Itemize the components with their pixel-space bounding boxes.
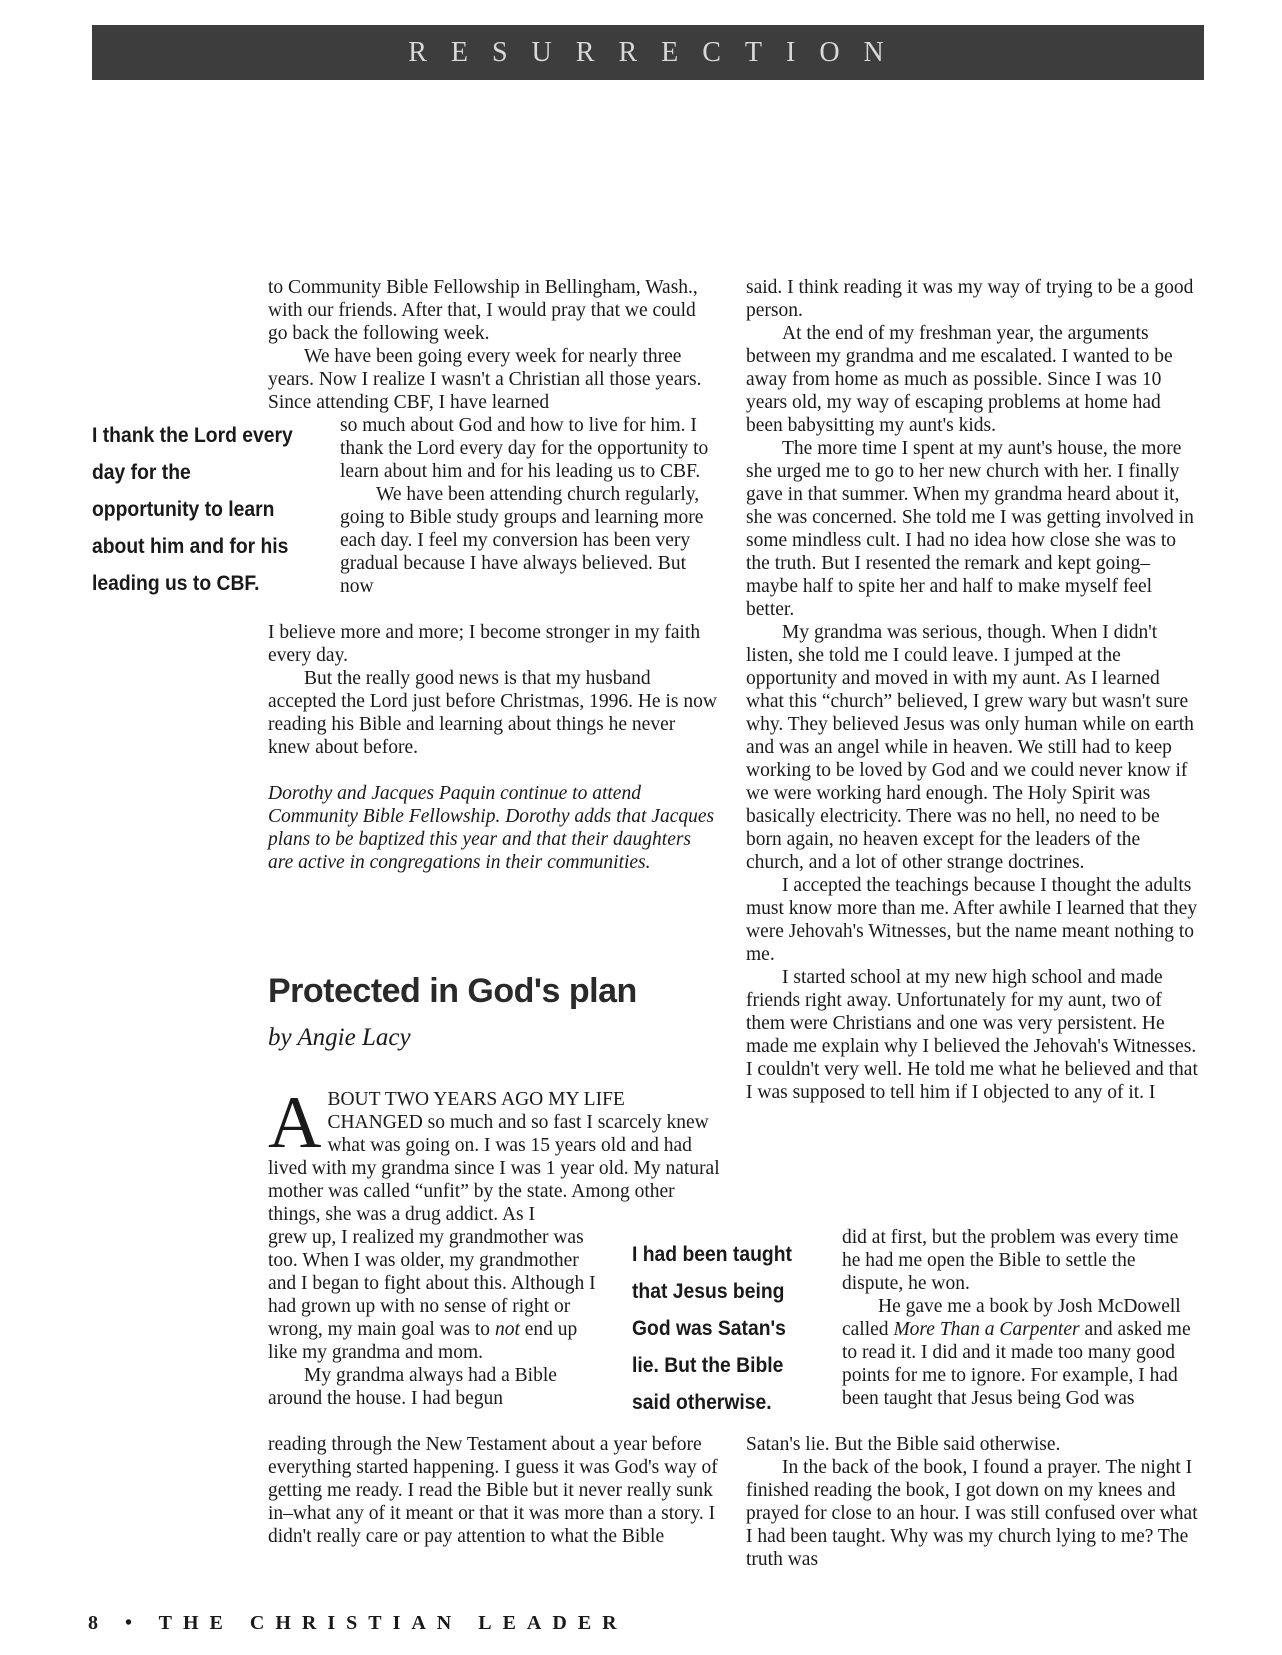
paragraph-text: BOUT TWO YEARS AGO MY LIFE CHANGED so much and so fast I scarcely knew what was going on. I was 15 years old and had lived with my grandma since I was 1 year old. My natural mother was called “unfit” by the state. Among other things, she was a drug addict. As I (268, 1089, 720, 1225)
byline: by Angie Lacy (268, 1024, 411, 1051)
paragraph (268, 1082, 720, 1226)
paragraph-text: grew up, I realized my grandmother was too. When I was older, my grandmother and I began to fight about this. Although I had grown up with no sense of right or wrong, my main goal was to (268, 1227, 596, 1340)
left-column-top (268, 276, 720, 414)
publication-name: THE CHRISTIAN LEADER (158, 1612, 628, 1634)
section-title: RESURRECTION (408, 36, 908, 68)
paragraph: In the back of the book, I found a prayer. The night I finished reading the book, I got down on my knees and prayed for close to an hour. I was still confused over what I had been taught. Why was my church lying to me? The truth was (746, 1457, 1198, 1570)
pull-quote-line: God was Satan's (632, 1317, 786, 1340)
article-title: Protected in God's plan (268, 972, 637, 1010)
paragraph: We have been going every week for nearly three years. Now I realize I wasn't a Christian all those years. Since attending CBF, I have learned (268, 346, 702, 413)
page-number: 8 (88, 1612, 109, 1634)
right-column-wrapped (842, 1226, 1198, 1410)
paragraph: said. I think reading it was my way of trying to be a good person. (746, 277, 1194, 321)
book-title: More Than a Carpenter (893, 1319, 1080, 1340)
paragraph: My grandma always had a Bible around the house. I had begun (268, 1365, 557, 1409)
pull-quote (632, 1236, 792, 1421)
pull-quote-line: about him and for his (92, 535, 289, 558)
pull-quote-line: opportunity to learn (92, 498, 275, 521)
pull-quote-line: said otherwise. (632, 1391, 772, 1414)
article-column-top (268, 1082, 720, 1226)
right-column-top (746, 276, 1200, 1104)
pull-quote-line: lie. But the Bible (632, 1354, 784, 1377)
paragraph (268, 1226, 608, 1364)
paragraph: to Community Bible Fellowship in Bellingham, Wash., with our friends. After that, I would pray that we could go back the following week. (268, 277, 698, 344)
article-column-bottom (268, 1433, 720, 1548)
pull-quote-line: leading us to CBF. (92, 572, 260, 595)
emphasis: not (494, 1319, 520, 1340)
paragraph: At the end of my freshman year, the arguments between my grandma and me escalated. I wanted to be away from home as much as possible. Since I was 10 years old, my way of escaping problems at home had been babysitting my aunt's kids. (746, 323, 1173, 436)
paragraph: But the really good news is that my husband accepted the Lord just before Christmas, 1996. He is now reading his Bible and learning about things he never knew about before. (268, 668, 717, 758)
left-column-mid (268, 621, 720, 874)
paragraph-text: and asked me to read it. I did and it made too many good points for me to ignore. For example, I had been taught that Jesus being God was (842, 1319, 1191, 1409)
footer-separator: • (125, 1612, 144, 1634)
paragraph-text: end up like my grandma and mom. (268, 1319, 578, 1363)
paragraph: I believe more and more; I become stronger in my faith every day. (268, 622, 701, 666)
paragraph: We have been attending church regularly, going to Bible study groups and learning more each day. I feel my conversion has been very gradual because I have always believed. But now (340, 484, 704, 597)
paragraph: did at first, but the problem was every time he had me open the Bible to settle the dispute, he won. (842, 1227, 1179, 1294)
article-column-wrapped (268, 1226, 608, 1410)
left-column-wrapped (340, 414, 718, 598)
page-footer (88, 1612, 628, 1635)
paragraph: I accepted the teachings because I thought the adults must know more than me. After awhile I learned that they were Jehovah's Witnesses, but the name meant nothing to me. (746, 875, 1198, 965)
paragraph: I started school at my new high school and made friends right away. Unfortunately for my aunt, two of them were Christians and one was very persistent. He made me explain why I believed the Jehovah's Witnesses. I couldn't very well. He told me what he believed and that I was supposed to tell him if I objected to any of it. I (746, 967, 1198, 1103)
pull-quote-line: that Jesus being (632, 1280, 785, 1303)
paragraph: Satan's lie. But the Bible said otherwise. (746, 1434, 1061, 1455)
paragraph: so much about God and how to live for him. I thank the Lord every day for the opportunity to learn about him and for his leading us to CBF. (340, 415, 709, 482)
pull-quote (92, 417, 293, 602)
author-note: Dorothy and Jacques Paquin continue to attend Community Bible Fellowship. Dorothy adds that Jacques plans to be baptized this year and that their daughters are active in congregations in their communities. (268, 783, 715, 873)
paragraph-text: He gave me a book by Josh McDowell called (842, 1296, 1181, 1340)
drop-cap: A (268, 1082, 322, 1164)
paragraph (842, 1295, 1198, 1410)
pull-quote-line: I thank the Lord every (92, 424, 293, 447)
paragraph: The more time I spent at my aunt's house, the more she urged me to go to her new church with her. I finally gave in that summer. When my grandma heard about it, she was concerned. She told me I was getting involved in some mindless cult. I had no idea how close she was to the truth. But I resented the remark and kept going–maybe half to spite her and half to make myself feel better. (746, 438, 1194, 620)
section-banner (92, 25, 1204, 80)
pull-quote-line: day for the (92, 461, 191, 484)
paragraph: reading through the New Testament about a year before everything started happening. I guess it was God's way of getting me ready. I read the Bible but it never really sunk in–what any of it meant or that it was more than a story. I didn't really care or pay attention to what the Bible (268, 1434, 718, 1547)
pull-quote-line: I had been taught (632, 1243, 792, 1266)
right-column-bottom (746, 1433, 1200, 1571)
paragraph: My grandma was serious, though. When I didn't listen, she told me I could leave. I jumped at the opportunity and moved in with my aunt. As I learned what this “church” believed, I grew wary but wasn't sure why. They believed Jesus was only human while on earth and was an angel while in heaven. We still had to keep working to be loved by God and we could never know if we were working hard enough. The Holy Spirit was basically electricity. There was no hell, no need to be born again, no heaven except for the leaders of the church, and a lot of other strange doctrines. (746, 622, 1194, 873)
